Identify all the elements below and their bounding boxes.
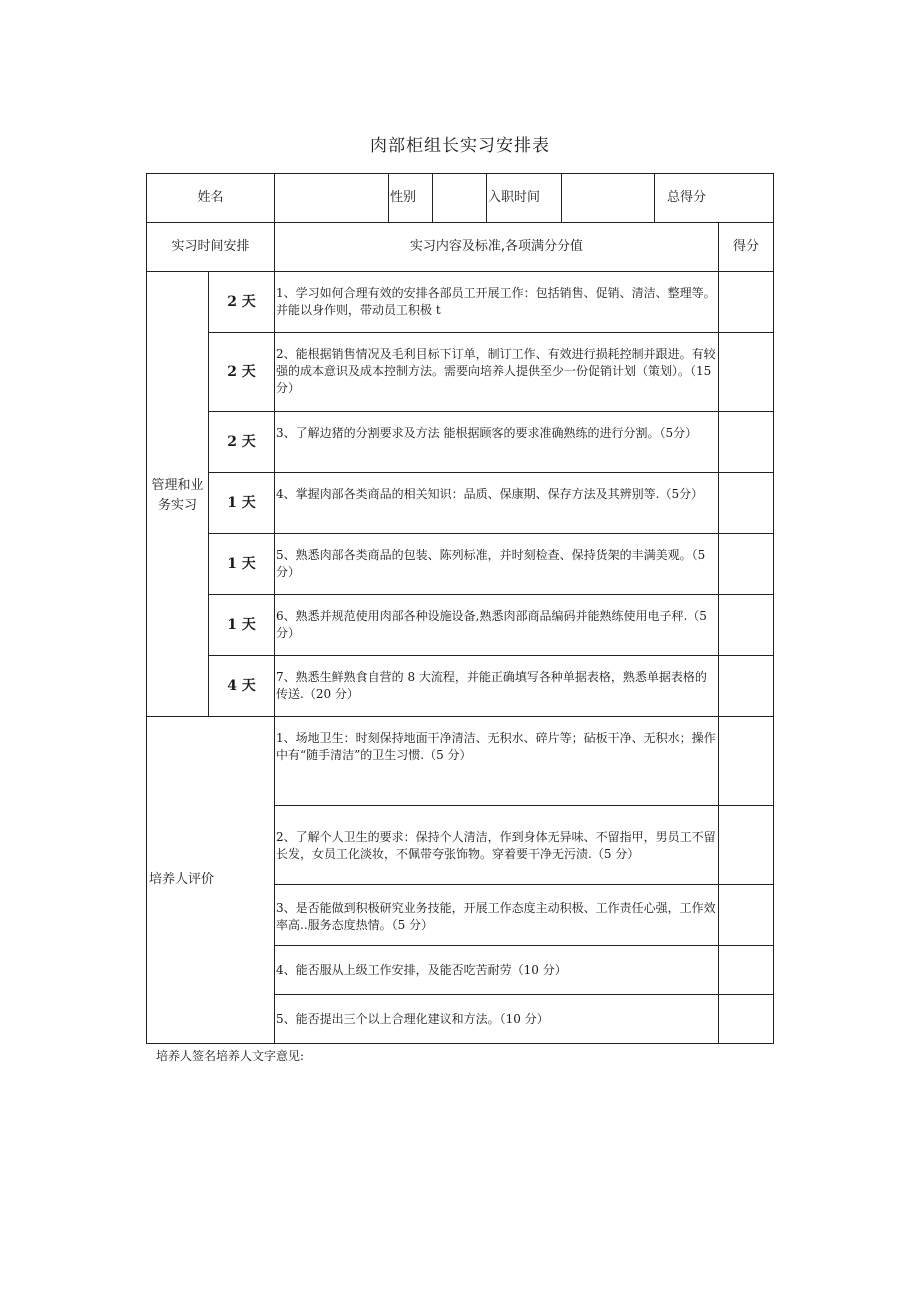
days-cell: 2 天: [227, 434, 256, 450]
score-field[interactable]: [719, 595, 773, 655]
days-cell: 1 天: [227, 617, 256, 633]
task-text: 7、熟悉生鲜熟食自营的 8 大流程，并能正确填写各种单据表格，熟悉单据表格的传送.（20 分）: [276, 670, 707, 701]
signature-footer: 培养人签名培养人文字意见:: [156, 1049, 305, 1063]
days-cell: 2 天: [227, 364, 256, 380]
score-label: 得分: [732, 239, 759, 254]
schedule-label: 实习时间安排: [171, 239, 250, 254]
score-field[interactable]: [719, 946, 773, 994]
page-title: 肉部柜组长实习安排表: [370, 136, 550, 156]
section-management-label: 管理和业务实习: [151, 478, 204, 513]
score-field[interactable]: [719, 473, 773, 533]
score-field[interactable]: [719, 717, 773, 805]
evaluation-text: 1、场地卫生：时刻保持地面干净清洁、无积水、碎片等；砧板干净、无积水；操作中有“随手清洁”的卫生习惯.（5 分）: [276, 731, 716, 762]
join-date-field[interactable]: [562, 174, 654, 222]
total-score-label: 总得分: [666, 190, 706, 205]
score-field[interactable]: [719, 333, 773, 411]
section-evaluation-label: 培养人评价: [149, 872, 215, 887]
days-cell: 1 天: [227, 556, 256, 572]
evaluation-text: 2、了解个人卫生的要求：保持个人清洁，作到身体无异味、不留指甲，男员工不留长发，女员工化淡妆，不佩带夸张饰物。穿着要干净无污渍.（5 分）: [276, 830, 716, 861]
evaluation-text: 4、能否服从上级工作安排，及能否吃苦耐劳（10 分）: [276, 963, 567, 977]
content-label: 实习内容及标准,各项满分分值: [409, 239, 584, 254]
task-text: 4、掌握肉部各类商品的相关知识：品质、保康期、保存方法及其辨别等.（5分）: [276, 487, 704, 501]
score-field[interactable]: [719, 995, 773, 1043]
score-field[interactable]: [719, 806, 773, 884]
name-field[interactable]: [275, 174, 388, 222]
task-text: 6、熟悉并规范使用肉部各种设施设备,熟悉肉部商品编码并能熟练使用电子秤.（5 分）: [276, 609, 707, 640]
score-field[interactable]: [719, 656, 773, 716]
evaluation-text: 3、是否能做到积极研究业务技能，开展工作态度主动积极、工作责任心强，工作效率高..服务态度热情。（5 分）: [276, 901, 716, 932]
gender-field[interactable]: [433, 174, 486, 222]
score-field[interactable]: [719, 534, 773, 594]
name-label: 姓名: [197, 190, 224, 205]
days-cell: 4 天: [227, 678, 256, 694]
task-text: 1、学习如何合理有效的安排各部员工开展工作：包括销售、促销、清洁、整理等。并能以身作则，带动员工积极 t: [276, 286, 716, 317]
total-score-field[interactable]: [719, 174, 773, 222]
task-text: 2、能根据销售情况及毛利目标下订单，制订工作、有效进行损耗控制并跟进。有较强的成本意识及成本控制方法。需要向培养人提供至少一份促销计划（策划）。（15 分）: [276, 347, 716, 395]
task-text: 3、了解边猪的分割要求及方法 能根据顾客的要求准确熟练的进行分割。（5分）: [276, 426, 698, 440]
score-field[interactable]: [719, 412, 773, 472]
score-field[interactable]: [719, 272, 773, 332]
score-field[interactable]: [719, 885, 773, 945]
gender-label: 性别: [390, 190, 417, 205]
days-cell: 1 天: [227, 495, 256, 511]
days-cell: 2 天: [227, 294, 256, 310]
evaluation-text: 5、能否提出三个以上合理化建议和方法。（10 分）: [276, 1012, 549, 1026]
task-text: 5、熟悉肉部各类商品的包装、陈列标准，并时刻检查、保持货架的丰满美观。（5 分）: [276, 548, 706, 579]
join-date-label: 入职时间: [488, 190, 541, 205]
